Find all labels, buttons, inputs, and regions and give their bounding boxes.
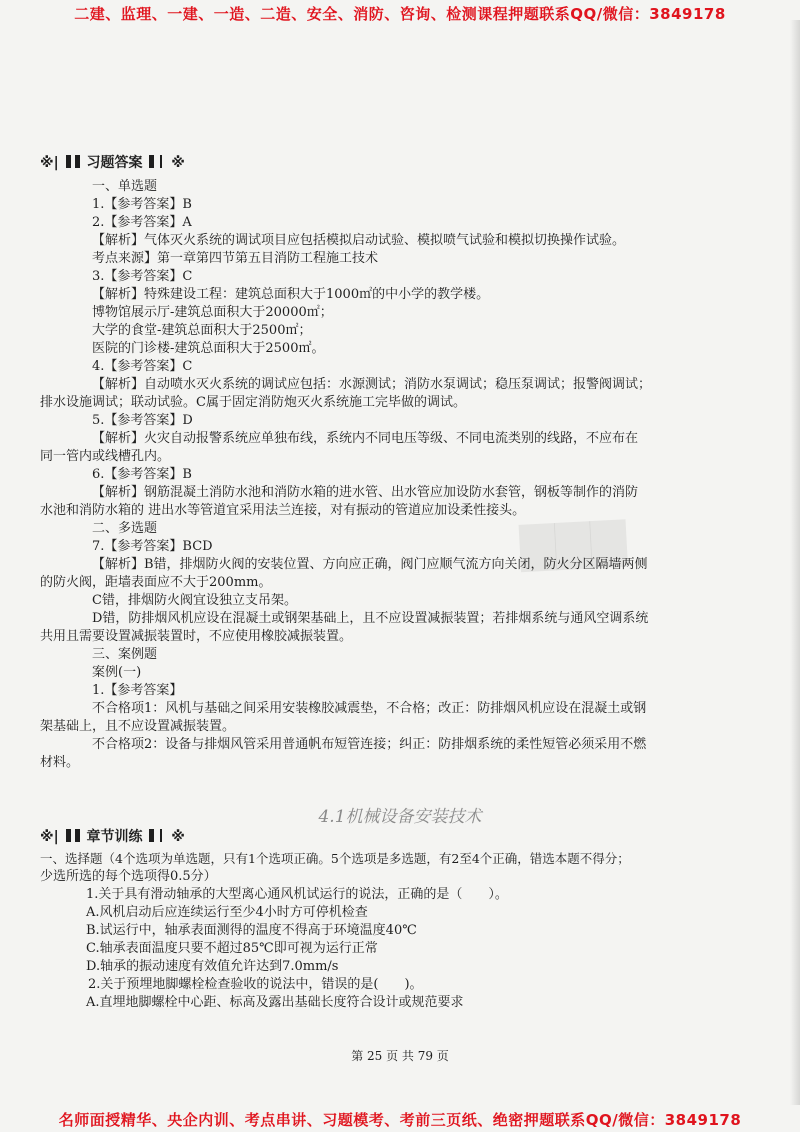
q3-analysis: 【解析】特殊建设工程：建筑总面积大于1000㎡的中小学的教学楼。 [92,287,490,302]
q4-analysis-2: 排水设施调试；联动试验。C属于固定消防炮灭火系统施工完毕做的调试。 [40,395,466,410]
q7-analysis-1: 【解析】B错，排烟防火阀的安装位置、方向应正确，阀门应顺气流方向关闭，防火分区隔墙两侧 [92,557,648,572]
q3-line-3: 大学的食堂-建筑总面积大于2500㎡； [92,323,312,338]
q4-answer: 4.【参考答案】C [92,359,193,374]
q5-answer: 5.【参考答案】D [92,413,193,428]
top-promo-banner: 二建、监理、一建、一造、二造、安全、消防、咨询、检测课程押题联系QQ/微信：3849178 [74,5,726,23]
q6-answer: 6.【参考答案】B [92,467,192,482]
header-bar [149,155,154,168]
q1-answer: 1.【参考答案】B [92,197,192,212]
header-bar [75,829,80,842]
training-q1-option-b: B.试运行中，轴承表面测得的温度不得高于环境温度40℃ [86,923,417,938]
answers-section-header [40,152,185,172]
header-bar [149,829,154,842]
faint-watermark: ▇▇▇ [518,512,628,572]
case-1-label: 案例(一) [92,665,142,680]
header-sep [160,829,162,842]
training-intro-1: 一、选择题（4个选项为单选题，只有1个选项正确。5个选项是多选题，有2至4个正确，错选本题不得分； [40,851,630,866]
training-q1-option-c: C.轴承表面温度只要不超过85℃即可视为运行正常 [86,941,378,956]
q7-analysis-3: C错，排烟防火阀宜设独立支吊架。 [92,593,297,608]
case-item2-line-a: 不合格项2：设备与排烟风管采用普通帆布短管连接；纠正：防排烟系统的柔性短管必须采用不燃 [92,737,647,752]
training-q1-option-d: D.轴承的振动速度有效值允许达到7.0mm/s [86,959,339,974]
q3-answer: 3.【参考答案】C [92,269,193,284]
header-bar [75,155,80,168]
training-q1: 1.关于具有滑动轴承的大型离心通风机试运行的说法，正确的是（ ）。 [86,887,508,902]
training-q1-option-a: A.风机启动后应连续运行至少4小时方可停机检查 [86,905,368,920]
q3-line-4: 医院的门诊楼-建筑总面积大于2500㎡。 [92,341,325,356]
header-sep [160,155,162,168]
header-prefix-mark: ※| [40,829,59,845]
header-suffix-mark: ※ [171,829,185,845]
scan-edge-shadow [790,20,800,1105]
answers-header-title: 习题答案 [86,155,143,171]
q7-analysis-2: 的防火阀，距墙表面应不大于200mm。 [40,575,272,590]
training-header-title: 章节训练 [86,829,143,845]
page-number: 第 25 页 共 79 页 [351,1049,449,1063]
q2-answer: 2.【参考答案】A [92,215,192,230]
training-intro-2: 少选所选的每个选项得0.5分） [40,869,217,884]
training-q2: 2.关于预埋地脚螺栓检查验收的说法中，错误的是( )。 [88,977,423,992]
header-bar [66,155,71,168]
q5-analysis-1: 【解析】火灾自动报警系统应单独布线，系统内不同电压等级、不同电流类别的线路，不应布在 [92,431,639,446]
q3-line-2: 博物馆展示厅-建筑总面积大于20000㎡； [92,305,333,320]
bottom-promo-banner: 名师面授精华、央企内训、考点串讲、习题模考、考前三页纸、绝密押题联系QQ/微信：3849178 [58,1111,742,1129]
case-item1-line-b: 架基础上，且不应设置减振装置。 [40,719,236,734]
q7-analysis-5: 共用且需要设置减振装置时，不应使用橡胶减振装置。 [40,629,353,644]
header-prefix-mark: ※| [40,155,59,171]
multi-choice-heading: 二、多选题 [92,521,158,536]
q7-answer: 7.【参考答案】BCD [92,539,213,554]
case-item1-line-a: 不合格项1：风机与基础之间采用安装橡胶减震垫，不合格；改正：防排烟风机应设在混凝土或钢 [92,701,647,716]
q2-analysis: 【解析】气体灭火系统的调试项目应包括模拟启动试验、模拟喷气试验和模拟切换操作试验。 [92,233,626,248]
q6-analysis-2: 水池和消防水箱的 进出水等管道宜采用法兰连接，对有振动的管道应加设柔性接头。 [40,503,526,518]
q4-analysis-1: 【解析】自动喷水灭火系统的调试应包括：水源测试；消防水泵调试；稳压泵调试；报警阀调试； [92,377,652,392]
q5-analysis-2: 同一管内或线槽孔内。 [40,449,171,464]
single-choice-heading: 一、单选题 [92,179,158,194]
q6-analysis-1: 【解析】钢筋混凝土消防水池和消防水箱的进水管、出水管应加设防水套管，钢板等制作的消防 [92,485,639,500]
header-bar [66,829,71,842]
case-heading: 三、案例题 [92,647,158,662]
training-section-header [40,826,185,846]
q7-analysis-4: D错，防排烟风机应设在混凝土或钢架基础上，且不应设置减振装置；若排烟系统与通风空调系统 [92,611,649,626]
header-suffix-mark: ※ [171,155,185,171]
case-q1-answer: 1.【参考答案】 [92,683,183,698]
case-item2-line-b: 材料。 [40,755,80,770]
training-q2-option-a: A.直埋地脚螺栓中心距、标高及露出基础长度符合设计或规范要求 [86,995,464,1010]
q2-source: 考点来源】第一章第四节第五目消防工程施工技术 [92,251,379,266]
chapter-section-title: 4.1机械设备安装技术 [318,807,482,827]
